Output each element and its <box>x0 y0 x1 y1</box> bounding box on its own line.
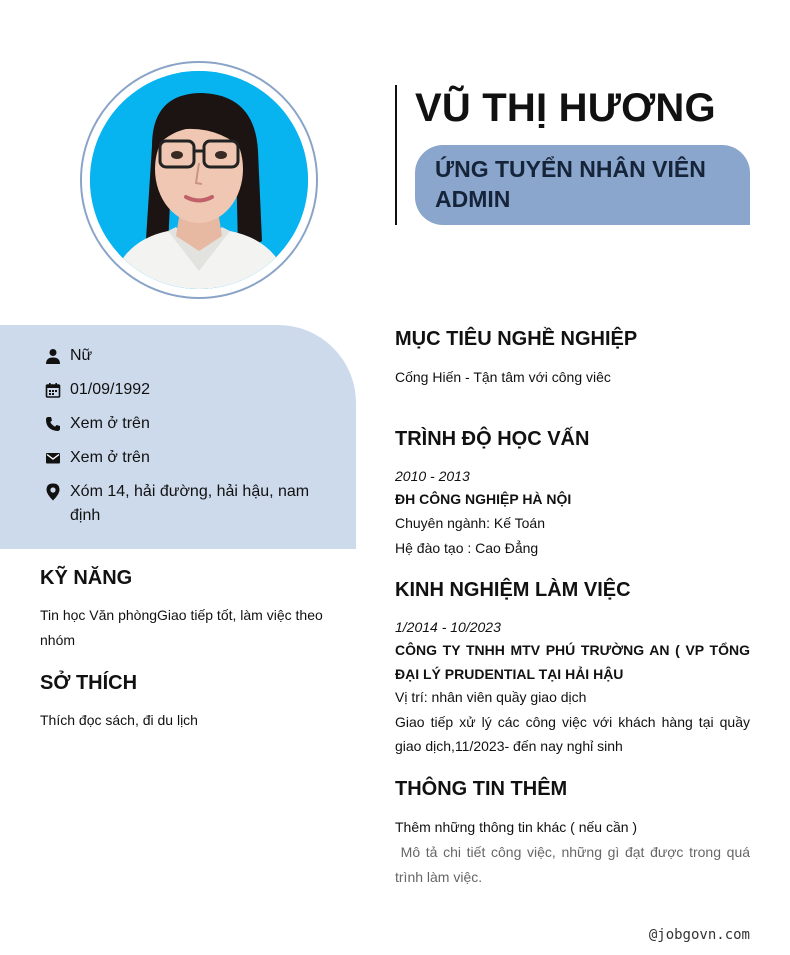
profile-photo <box>90 71 308 289</box>
footer-watermark: @jobgovn.com <box>648 927 750 943</box>
header-divider <box>395 85 397 225</box>
contact-gender <box>44 344 330 368</box>
additional-line2: Mô tả chi tiết công việc, những gì đạt được trong quá trình làm việc. <box>395 844 754 885</box>
candidate-name: VŨ THỊ HƯƠNG <box>415 86 716 130</box>
phone-icon <box>44 415 62 433</box>
skills-title: KỸ NĂNG <box>40 567 133 589</box>
profile-photo-frame <box>80 61 318 299</box>
education-degree: Hệ đào tạo : Cao Đẳng <box>395 540 539 556</box>
education-title: TRÌNH ĐỘ HỌC VẤN <box>395 428 590 450</box>
objective-text: Cống Hiến - Tận tâm với công viêc <box>395 369 611 385</box>
contact-email <box>44 446 330 470</box>
contact-birthday <box>44 378 330 402</box>
education-period: 2010 - 2013 <box>395 468 470 484</box>
skills-text: Tin học Văn phòngGiao tiếp tốt, làm việc theo nhóm <box>40 607 323 648</box>
phone-text[interactable]: Xem ở trên <box>70 415 150 432</box>
contact-address <box>44 480 330 528</box>
experience-period: 1/2014 - 10/2023 <box>395 619 501 635</box>
additional-title: THÔNG TIN THÊM <box>395 778 568 800</box>
education-major: Chuyên ngành: Kế Toán <box>395 515 545 531</box>
location-pin-icon <box>44 483 62 501</box>
address-text: Xóm 14, hải đường, hải hậu, nam định <box>70 483 310 524</box>
email-text[interactable]: Xem ở trên <box>70 449 150 466</box>
contact-phone <box>44 412 330 436</box>
hobbies-text: Thích đọc sách, đi du lịch <box>40 712 198 728</box>
birthday-text: 01/09/1992 <box>70 381 151 398</box>
experience-description: Giao tiếp xử lý các công việc với khách hàng tại quầy giao dịch,11/2023- đến nay nghỉ sinh <box>395 714 750 754</box>
person-icon <box>44 347 62 365</box>
hobbies-title: SỞ THÍCH <box>40 672 138 694</box>
experience-role: Vị trí: nhân viên quầy giao dịch <box>395 689 587 705</box>
mail-icon <box>44 449 62 467</box>
experience-title: KINH NGHIỆM LÀM VIỆC <box>395 579 631 601</box>
position-title: ỨNG TUYỂN NHÂN VIÊN ADMIN <box>435 156 706 212</box>
objective-title: MỤC TIÊU NGHỀ NGHIỆP <box>395 328 638 350</box>
experience-company: CÔNG TY TNHH MTV PHÚ TRƯỜNG AN ( VP TỔNG ĐẠI LÝ PRUDENTIAL TẠI HẢI HẬU <box>395 642 750 682</box>
education-school: ĐH CÔNG NGHIỆP HÀ NỘI <box>395 491 572 507</box>
additional-line1: Thêm những thông tin khác ( nếu cần ) <box>395 819 638 835</box>
calendar-icon <box>44 381 62 399</box>
gender-text: Nữ <box>70 347 93 364</box>
position-banner <box>415 145 750 225</box>
